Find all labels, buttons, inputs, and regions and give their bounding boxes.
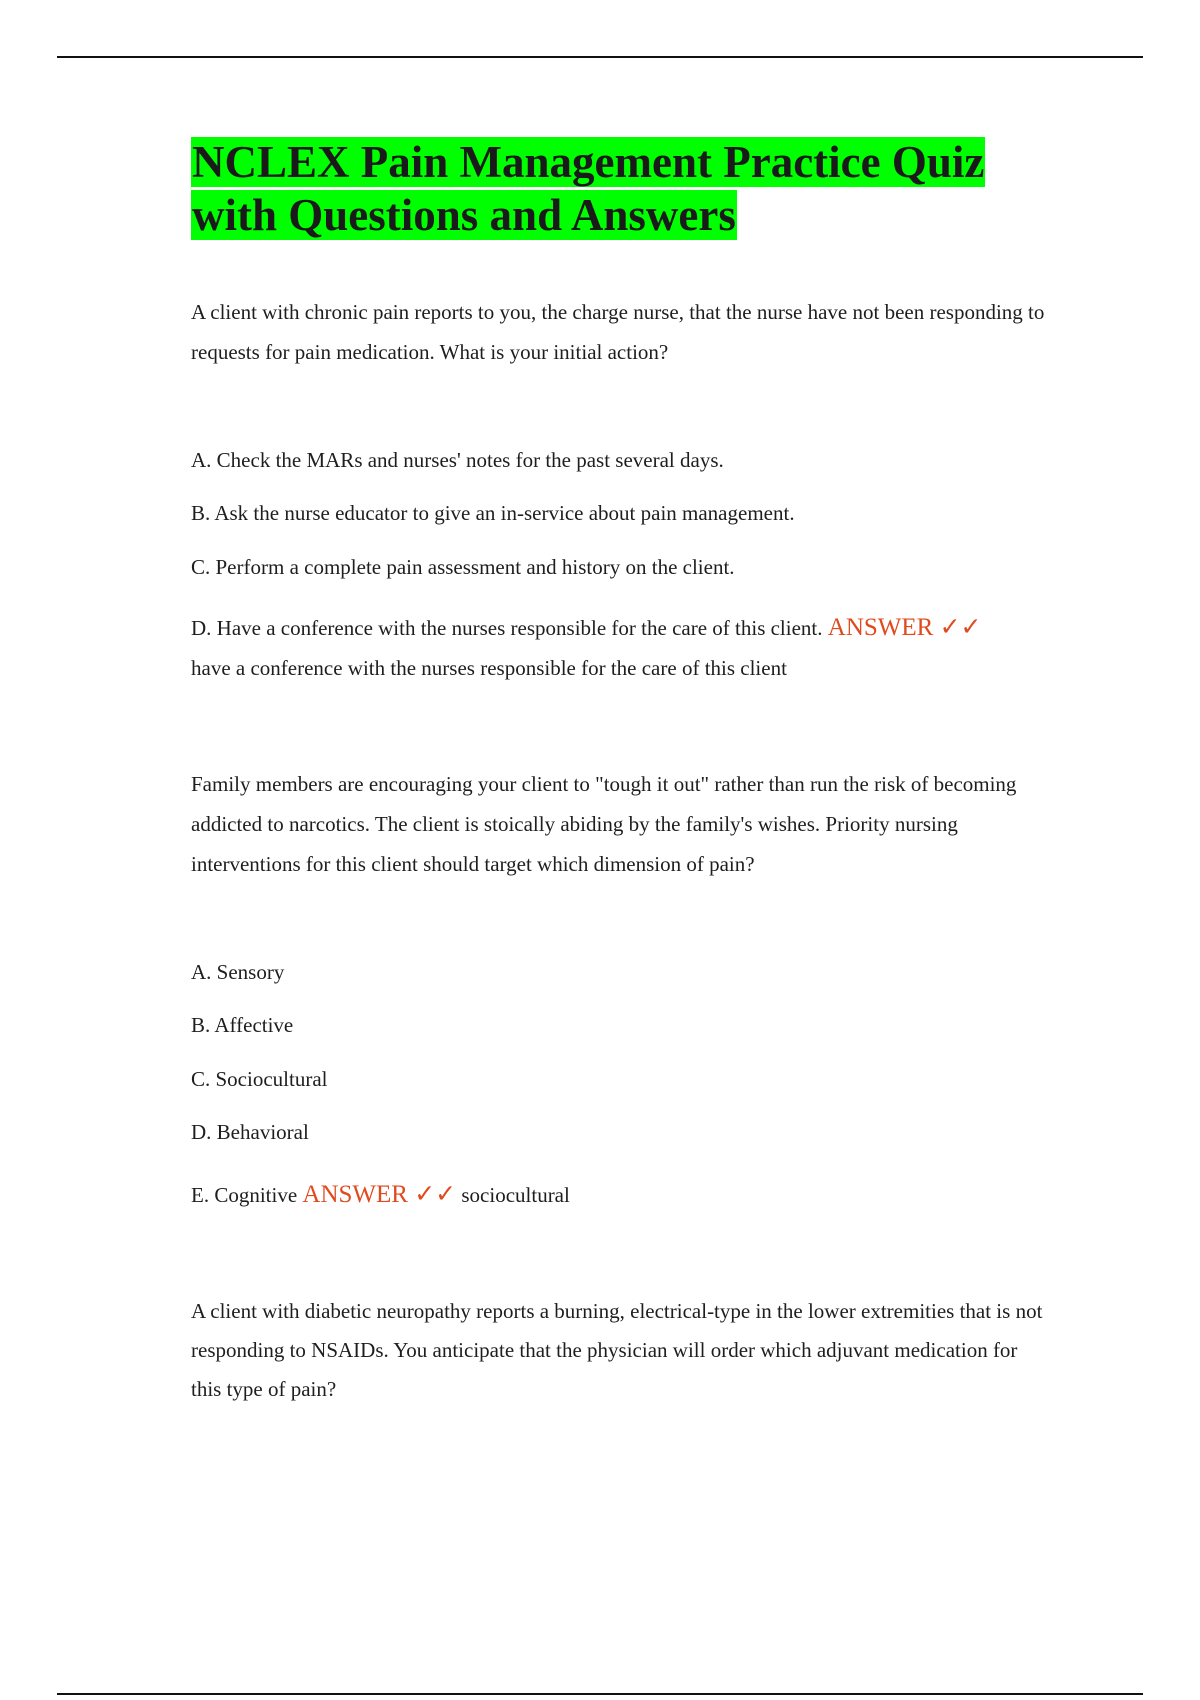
header-rule: [57, 56, 1143, 58]
question-1-option-b: B. Ask the nurse educator to give an in-service about pain management.: [191, 501, 795, 525]
question-2-option-e: E. Cognitive: [191, 1183, 298, 1207]
question-2-text: Family members are encouraging your client to "tough it out" rather than run the risk of becoming addicted to narcotics. The client is stoically abiding by the family's wishes. Priority nursing interventions for this client should target which dimension of pain?: [191, 772, 1017, 876]
title-line-2: with Questions and Answers: [192, 190, 736, 240]
question-1-answer-text: have a conference with the nurses responsible for the care of this client: [191, 656, 787, 680]
footer-rule: [57, 1693, 1143, 1695]
question-1-answer-label: ANSWER ✓✓: [827, 614, 982, 641]
question-2-answer-text: sociocultural: [461, 1183, 570, 1207]
question-1-option-d-with-answer: [191, 608, 1051, 688]
question-3-text: A client with diabetic neuropathy reports a burning, electrical-type in the lower extremities that is not responding to NSAIDs. You anticipate that the physician will order which adjuvant medication for this type of pain?: [191, 1299, 1043, 1401]
question-2-option-d: D. Behavioral: [191, 1120, 309, 1144]
question-1-option-c: C. Perform a complete pain assessment and history on the client.: [191, 555, 735, 579]
question-1-option-d: D. Have a conference with the nurses responsible for the care of this client.: [191, 616, 823, 640]
question-2-option-c: C. Sociocultural: [191, 1067, 328, 1091]
question-2-option-b: B. Affective: [191, 1013, 294, 1037]
question-2-option-e-with-answer: [191, 1175, 570, 1215]
document-title: [191, 136, 985, 242]
question-1-option-a: A. Check the MARs and nurses' notes for the past several days.: [191, 448, 724, 472]
question-2-option-a: A. Sensory: [191, 960, 285, 984]
question-2-answer-label: ANSWER ✓✓: [302, 1181, 457, 1208]
question-1-text: A client with chronic pain reports to you, the charge nurse, that the nurse have not been responding to requests for pain medication. What is your initial action?: [191, 300, 1045, 364]
title-line-1: NCLEX Pain Management Practice Quiz: [192, 137, 985, 187]
